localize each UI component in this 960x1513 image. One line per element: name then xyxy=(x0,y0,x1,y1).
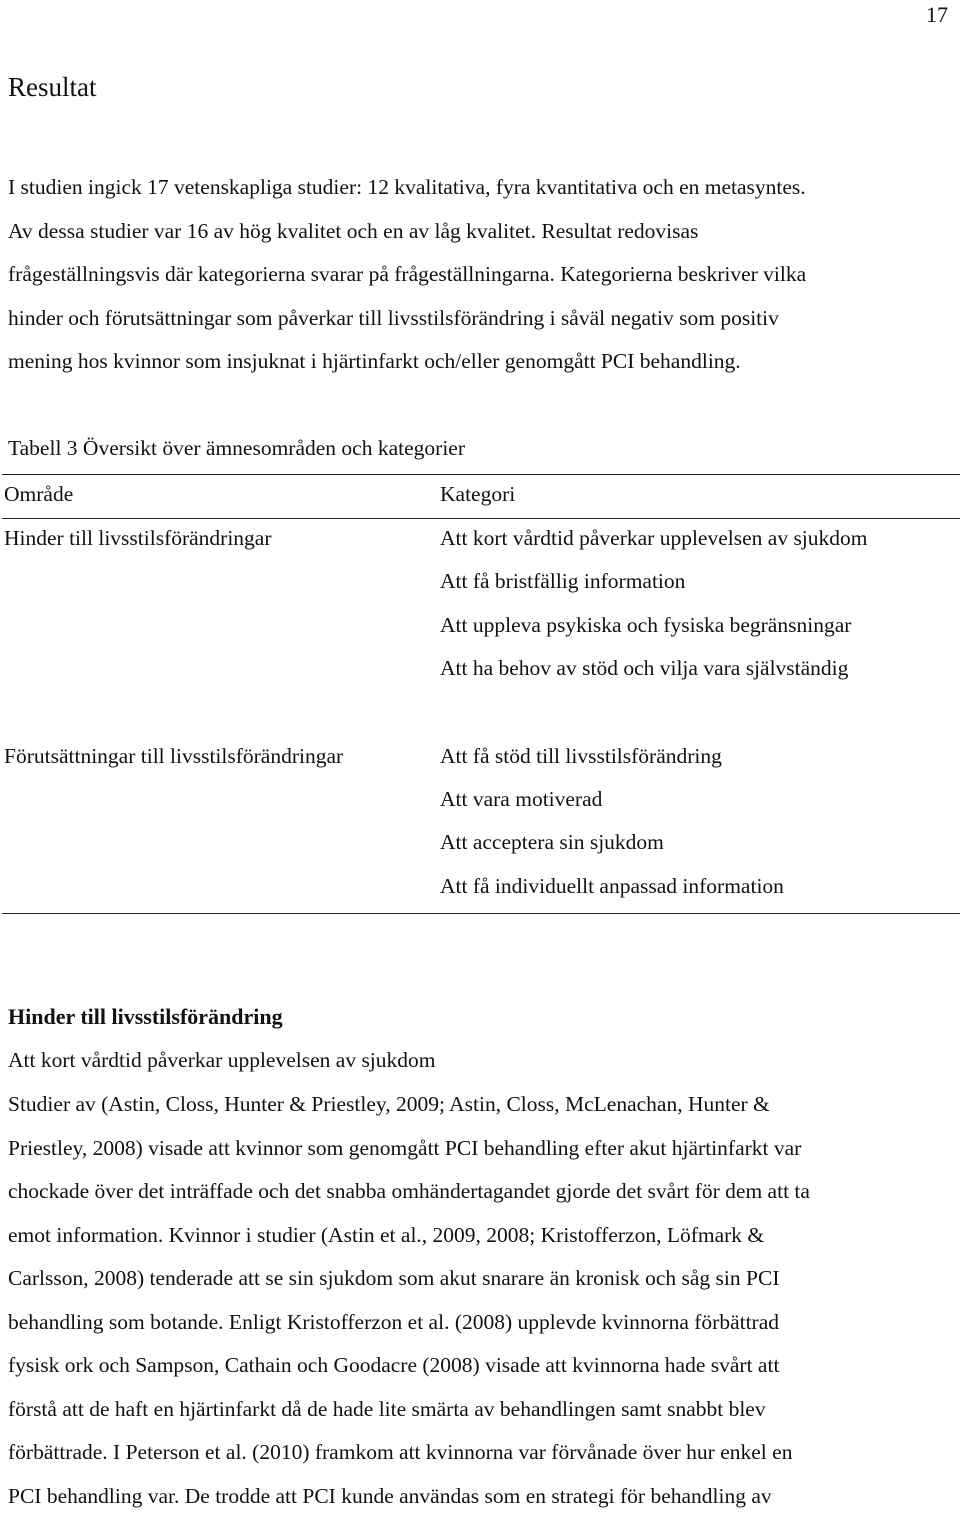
page-number: 17 xyxy=(926,2,948,27)
body-line: chockade över det inträffade och det snabba omhändertagandet gjorde det svårt för dem att ta xyxy=(8,1179,810,1203)
table-top-rule xyxy=(2,474,960,475)
body-line: behandling som botande. Enligt Kristofferzon et al. (2008) upplevde kvinnorna förbättrad xyxy=(8,1310,780,1334)
intro-line: I studien ingick 17 vetenskapliga studier: 12 kvalitativa, fyra kvantitativa och en metasyntes. xyxy=(8,175,806,199)
table-area-cell: Hinder till livsstilsförändringar xyxy=(4,526,272,550)
body-line: Priestley, 2008) visade att kvinnor som genomgått PCI behandling efter akut hjärtinfarkt var xyxy=(8,1136,802,1160)
page-heading: Resultat xyxy=(8,72,97,102)
intro-line: hinder och förutsättningar som påverkar till livsstilsförändring i såväl negativ som positiv xyxy=(8,306,779,330)
body-line: förbättrade. I Peterson et al. (2010) framkom att kvinnorna var förvånade över hur enkel en xyxy=(8,1440,793,1464)
body-line: Studier av (Astin, Closs, Hunter & Priestley, 2009; Astin, Closs, McLenachan, Hunter & xyxy=(8,1092,770,1116)
intro-line: frågeställningsvis där kategorierna svarar på frågeställningarna. Kategorierna beskriver vilka xyxy=(8,262,807,286)
table-category-cell: Att acceptera sin sjukdom xyxy=(440,830,664,854)
table-category-cell: Att kort vårdtid påverkar upplevelsen av sjukdom xyxy=(440,526,868,550)
table-header-area: Område xyxy=(4,482,74,506)
body-line: förstå att de haft en hjärtinfarkt då de hade lite smärta av behandlingen samt snabbt blev xyxy=(8,1397,766,1421)
table-category-cell: Att få stöd till livsstilsförändring xyxy=(440,744,722,768)
table-category-cell: Att få bristfällig information xyxy=(440,569,686,593)
body-line: emot information. Kvinnor i studier (Astin et al., 2009, 2008; Kristofferzon, Löfmark & xyxy=(8,1223,765,1247)
section-subheading: Att kort vårdtid påverkar upplevelsen av sjukdom xyxy=(8,1048,436,1072)
table-area-cell: Förutsättningar till livsstilsförändringar xyxy=(4,744,344,768)
table-category-cell: Att uppleva psykiska och fysiska begränsningar xyxy=(440,613,852,637)
table-bottom-rule xyxy=(2,913,960,914)
table-category-cell: Att ha behov av stöd och vilja vara självständig xyxy=(440,656,849,680)
intro-line: Av dessa studier var 16 av hög kvalitet och en av låg kvalitet. Resultat redovisas xyxy=(8,219,699,243)
table-category-cell: Att vara motiverad xyxy=(440,787,603,811)
table-header-rule xyxy=(2,518,960,519)
body-line: Carlsson, 2008) tenderade att se sin sjukdom som akut snarare än kronisk och såg sin PCI xyxy=(8,1266,780,1290)
table-caption: Tabell 3 Översikt över ämnesområden och kategorier xyxy=(8,436,465,460)
table-header-category: Kategori xyxy=(440,482,516,506)
section-heading: Hinder till livsstilsförändring xyxy=(8,1004,283,1029)
intro-line: mening hos kvinnor som insjuknat i hjärtinfarkt och/eller genomgått PCI behandling. xyxy=(8,349,741,373)
body-line: fysisk ork och Sampson, Cathain och Goodacre (2008) visade att kvinnorna hade svårt att xyxy=(8,1353,780,1377)
body-line: PCI behandling var. De trodde att PCI kunde användas som en strategi för behandling av xyxy=(8,1484,772,1508)
table-category-cell: Att få individuellt anpassad information xyxy=(440,874,784,898)
